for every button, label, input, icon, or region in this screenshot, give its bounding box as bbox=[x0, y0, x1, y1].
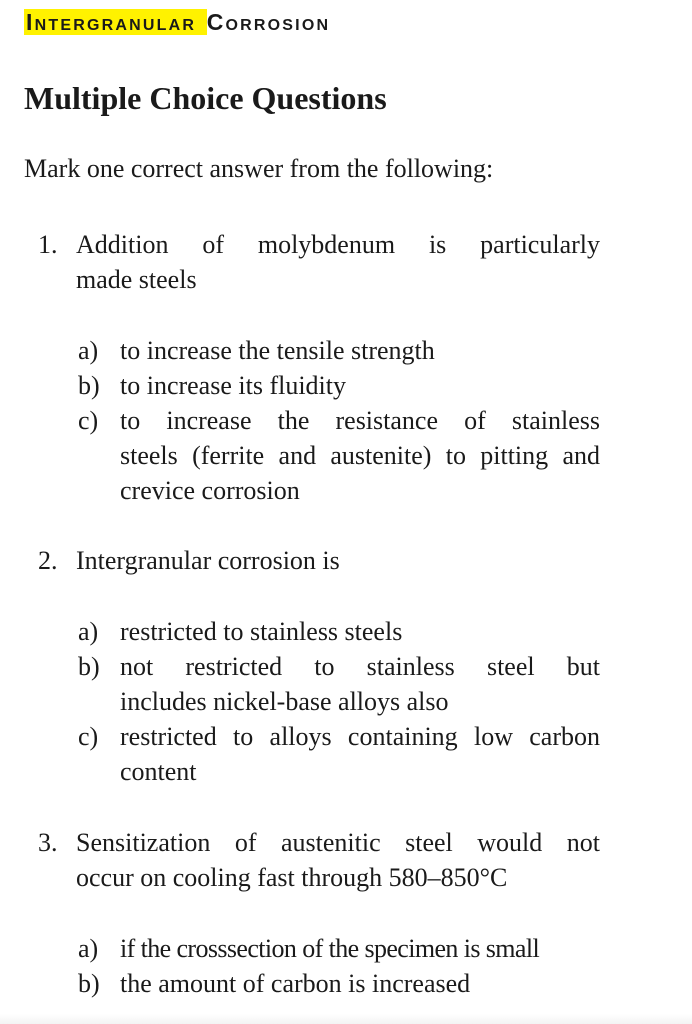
chapter-title-rest bbox=[207, 9, 331, 35]
option-text-line: content bbox=[120, 757, 197, 786]
chapter-title-highlighted-text: Intergranular bbox=[26, 9, 197, 35]
question-text-line: occur on cooling fast through 580–850°C bbox=[76, 863, 508, 892]
question-number: 1. bbox=[38, 230, 58, 259]
chapter-title bbox=[24, 9, 330, 36]
question-3-options bbox=[78, 931, 600, 1001]
option-letter: c) bbox=[78, 722, 99, 751]
question-text-line: Sensitization of austenitic steel would not bbox=[76, 828, 600, 857]
option-text-line: to increase the resistance of stainless bbox=[120, 406, 600, 435]
chapter-title-rest-text: Corrosion bbox=[206, 9, 331, 35]
option-text-line: to increase its fluidity bbox=[120, 371, 347, 400]
question-text-line: made steels bbox=[76, 265, 197, 294]
chapter-title-highlighted bbox=[24, 9, 207, 35]
option-letter: b) bbox=[78, 652, 100, 681]
question-2 bbox=[24, 543, 600, 578]
option-text bbox=[120, 403, 600, 508]
question-3 bbox=[24, 825, 600, 895]
option-text bbox=[120, 333, 600, 368]
option-letter: a) bbox=[78, 617, 99, 646]
option-text-line: not restricted to stainless steel but bbox=[120, 652, 600, 681]
question-text bbox=[76, 543, 600, 578]
option-letter: a) bbox=[78, 934, 99, 963]
question-number: 3. bbox=[38, 828, 58, 857]
option-text bbox=[120, 368, 600, 403]
option-letter: b) bbox=[78, 371, 100, 400]
question-1-options bbox=[78, 333, 600, 508]
option-a[interactable] bbox=[78, 614, 600, 649]
option-letter: a) bbox=[78, 336, 99, 365]
option-c[interactable] bbox=[78, 403, 600, 508]
page-bottom-edge bbox=[0, 1014, 692, 1024]
option-a[interactable] bbox=[78, 333, 600, 368]
option-text-line: if the crosssection of the specimen is small bbox=[120, 934, 540, 963]
option-text-line: to increase the tensile strength bbox=[120, 336, 435, 365]
option-text bbox=[120, 931, 600, 966]
question-text bbox=[76, 227, 600, 297]
option-text bbox=[120, 966, 600, 1001]
option-b[interactable] bbox=[78, 966, 600, 1001]
option-text-line: crevice corrosion bbox=[120, 476, 300, 505]
option-text-line: restricted to stainless steels bbox=[120, 617, 403, 646]
question-text bbox=[76, 825, 600, 895]
option-text bbox=[120, 614, 600, 649]
option-text-line: includes nickel-base alloys also bbox=[120, 687, 449, 716]
option-letter: c) bbox=[78, 406, 99, 435]
option-text bbox=[120, 649, 600, 719]
option-a[interactable] bbox=[78, 931, 600, 966]
question-2-options bbox=[78, 614, 600, 789]
option-text-line: the amount of carbon is increased bbox=[120, 969, 471, 998]
section-title: Multiple Choice Questions bbox=[24, 80, 387, 116]
question-text-line: Intergranular corrosion is bbox=[76, 546, 340, 575]
option-b[interactable] bbox=[78, 649, 600, 719]
option-letter: b) bbox=[78, 969, 100, 998]
question-1 bbox=[24, 227, 600, 297]
question-text-line: Addition of molybdenum is particularly bbox=[76, 230, 600, 259]
option-b[interactable] bbox=[78, 368, 600, 403]
option-text bbox=[120, 719, 600, 789]
option-text-line: restricted to alloys containing low carbon bbox=[120, 722, 600, 751]
option-text-line: steels (ferrite and austenite) to pitting and bbox=[120, 441, 600, 470]
question-number: 2. bbox=[38, 546, 58, 575]
option-c[interactable] bbox=[78, 719, 600, 789]
instruction-text: Mark one correct answer from the following: bbox=[24, 154, 494, 183]
